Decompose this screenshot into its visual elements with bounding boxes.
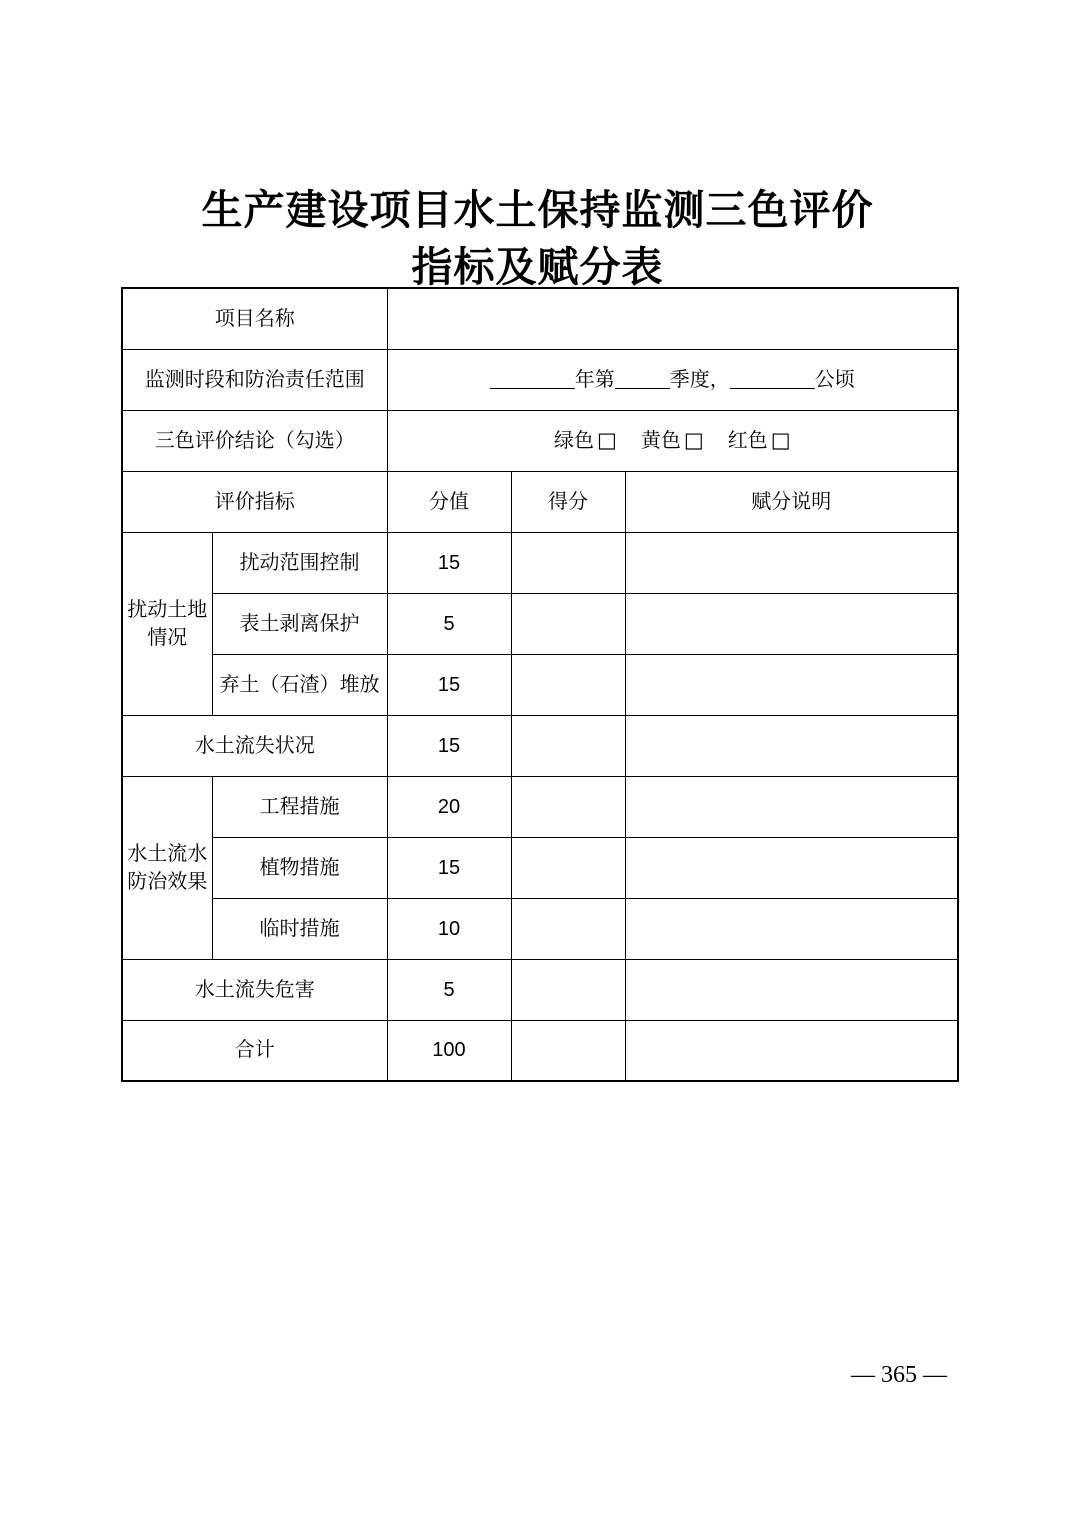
total-max-score: 100 [387, 1020, 511, 1081]
conclusion-options-cell [387, 410, 958, 471]
score-cell [511, 715, 625, 776]
option-yellow-label: 黄色 [640, 430, 681, 452]
note-cell [625, 593, 958, 654]
title-line-1: 生产建设项目水土保持监测三色评价 [201, 187, 874, 233]
note-cell [625, 898, 958, 959]
project-name-value-cell [387, 288, 958, 349]
blank-year-field[interactable] [490, 368, 575, 389]
row-engineering-measures [122, 776, 958, 837]
row-disturbance-range [122, 532, 958, 593]
option-red-label: 红色 [727, 430, 768, 452]
header-indicator: 评价指标 [122, 471, 387, 532]
note-cell [625, 1020, 958, 1081]
group-label-disturbed-land: 扰动土地情况 [122, 532, 212, 715]
note-cell [625, 715, 958, 776]
item-label: 弃土（石渣）堆放 [212, 654, 387, 715]
max-score-value: 5 [387, 959, 511, 1020]
item-label: 扰动范围控制 [212, 532, 387, 593]
item-label: 临时措施 [212, 898, 387, 959]
note-cell [625, 532, 958, 593]
note-cell [625, 959, 958, 1020]
header-max-score: 分值 [387, 471, 511, 532]
row-soil-erosion-hazard [122, 959, 958, 1020]
row-plant-measures [122, 837, 958, 898]
title-line-2: 指标及赋分表 [411, 244, 664, 290]
evaluation-table [121, 287, 959, 1082]
monitoring-period-value-cell [387, 349, 958, 410]
score-cell [511, 898, 625, 959]
checkbox-yellow-icon[interactable]: □ [683, 428, 704, 452]
header-note: 赋分说明 [625, 471, 958, 532]
checkbox-red-icon[interactable]: □ [770, 428, 791, 452]
item-label: 水土流失状况 [122, 715, 387, 776]
item-label: 表土剥离保护 [212, 593, 387, 654]
item-label: 植物措施 [212, 837, 387, 898]
option-red [728, 430, 791, 452]
score-cell [511, 654, 625, 715]
score-cell [511, 959, 625, 1020]
option-green [554, 430, 617, 452]
monitoring-period-label: 监测时段和防治责任范围 [122, 349, 387, 410]
row-monitoring-period [122, 349, 958, 410]
score-cell [511, 837, 625, 898]
row-topsoil-protection [122, 593, 958, 654]
project-name-label: 项目名称 [122, 288, 387, 349]
row-score-header [122, 471, 958, 532]
score-cell [511, 1020, 625, 1081]
option-green-label: 绿色 [554, 430, 594, 452]
max-score-value: 15 [387, 837, 511, 898]
conclusion-label: 三色评价结论（勾选） [122, 410, 387, 471]
group-label-prevention-effect: 水土流水防治效果 [122, 776, 212, 959]
note-cell [625, 776, 958, 837]
option-yellow [641, 430, 704, 452]
page-title [0, 182, 1075, 296]
max-score-value: 15 [387, 715, 511, 776]
note-cell [625, 837, 958, 898]
item-label: 水土流失危害 [122, 959, 387, 1020]
max-score-value: 10 [387, 898, 511, 959]
max-score-value: 5 [387, 593, 511, 654]
monitoring-text-hectare: 公顷 [814, 368, 855, 391]
max-score-value: 20 [387, 776, 511, 837]
blank-area-field[interactable] [730, 368, 815, 389]
score-cell [511, 593, 625, 654]
page-number: — 365 — [851, 1362, 947, 1388]
blank-quarter-field[interactable] [615, 368, 670, 389]
row-total [122, 1020, 958, 1081]
row-spoil-stacking [122, 654, 958, 715]
score-cell [511, 532, 625, 593]
monitoring-text-quarter: 季度， [669, 368, 730, 391]
score-cell [511, 776, 625, 837]
row-conclusion [122, 410, 958, 471]
row-temporary-measures [122, 898, 958, 959]
max-score-value: 15 [387, 532, 511, 593]
row-soil-erosion-status [122, 715, 958, 776]
monitoring-text-year: 年第 [574, 368, 615, 391]
max-score-value: 15 [387, 654, 511, 715]
checkbox-green-icon[interactable]: □ [597, 428, 617, 452]
total-label: 合计 [122, 1020, 387, 1081]
item-label: 工程措施 [212, 776, 387, 837]
row-project-name [122, 288, 958, 349]
header-score: 得分 [511, 471, 625, 532]
note-cell [625, 654, 958, 715]
